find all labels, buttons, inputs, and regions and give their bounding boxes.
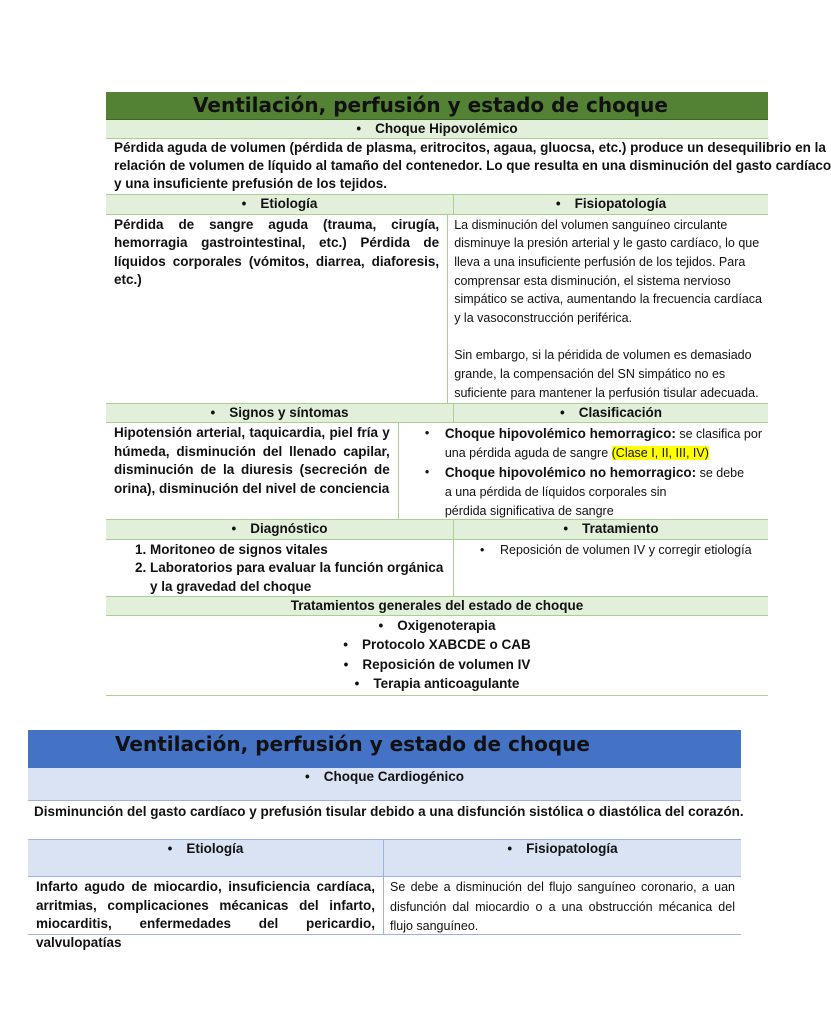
document-title-bar [106, 92, 768, 120]
fisiopatologia-text: Se debe a disminución del flujo sanguíneo coronario, a uan disfunción dal miocardio o a una obstrucción mécanica del flujo sanguíneo. [390, 880, 735, 933]
diagnostico-header-row [106, 520, 768, 540]
general-header: Tratamientos generales del estado de choque [106, 597, 768, 616]
etiologia-header: • Etiología [28, 840, 384, 876]
highlight-clase: (Clase I, II, III, IV) [611, 446, 709, 460]
general-list [106, 616, 768, 696]
signos-header-row [106, 404, 768, 424]
fisiopatologia-header: • Fisiopatología [454, 195, 768, 214]
general-item: • Oxigenoterapia [106, 616, 768, 636]
clasificacion-header: • Clasificación [454, 404, 768, 423]
document-title: Ventilación, perfusión y estado de choque [115, 732, 590, 756]
subtitle-row [28, 768, 741, 801]
definition-line: y una insuficiente prefusión de los tejidos. [114, 176, 388, 191]
signos-text: Hipotensión arterial, taquicardia, piel fría y húmeda, disminución del llenado capilar, disminución de la diuresis (secreción de orina), disminución del nivel de conciencia [106, 423, 399, 519]
general-item: • Terapia anticoagulante [106, 674, 768, 694]
definition-paragraph [106, 139, 831, 195]
clasificacion-list: • Choque hipovolémico hemorragico: se clasifica por una pérdida aguda de sangre (Clase I, II, III, IV) • Choque hipovolémico no hemorragico: se debe a una pérdida de líquidos corporales sin pérdida significativa de sangre [399, 423, 768, 519]
clasificacion-item: • Choque hipovolémico hemorragico: se clasifica por [445, 424, 762, 444]
tratamiento-header: • Tratamiento [454, 520, 768, 539]
etiologia-header: • Etiología [106, 195, 454, 214]
fisiopatologia-text: La disminución del volumen sanguíneo circulante disminuye la presión arterial y le gasto cardíaco, lo que lleva a una insuficiente perfusión de los tejidos. Para comprensar esta disminución, el sistema nervioso simpático se activa, aumentando la frecuencia cardíaca y la vasoconstrucción periférica. Sin embargo, si la péridida de volumen es demasiado grande, la compensación del SN simpático no es suficiente para mantener la perfusión tisular adecuada. [454, 217, 762, 400]
etiologia-text: Pérdida de sangre aguda (trauma, cirugía, hemorragia gastrointestinal, etc.) Pérdida de líquidos corporales (vómitos, diarrea, diaforesis, etc.) [106, 215, 448, 403]
subtitle: • Choque Cardiogénico [305, 769, 464, 784]
etiologia-header-row [106, 195, 768, 215]
document-title: Ventilación, perfusión y estado de choque [193, 93, 668, 117]
diagnostico-list [106, 540, 454, 596]
document-title-bar [28, 730, 741, 768]
subtitle: • Choque Hipovolémico [356, 121, 517, 136]
general-item: • Protocolo XABCDE o CAB [106, 635, 768, 655]
hipovolemico-document [106, 92, 831, 696]
etiologia-content-row [28, 877, 741, 950]
definition-line: Pérdida aguda de volumen (pérdida de plasma, eritrocitos, agaua, gluocsa, etc.) produce un desequilibrio en la [114, 140, 826, 155]
diagnostico-header: • Diagnóstico [106, 520, 454, 539]
definition-paragraph: Disminunción del gasto cardíaco y prefusión tisular debido a una disfunción sistólica o diastólica del corazón. [28, 801, 741, 840]
tratamiento-list [454, 540, 768, 596]
etiologia-text: Infarto agudo de miocardio, insuficiencia cardíaca, arritmias, complicaciones mécanicas del infarto, miocarditis, enfermedades del pericardio, valvulopatías [28, 877, 384, 934]
cardiogenico-document [28, 730, 744, 950]
fisiopatologia-header: • Fisiopatología [384, 840, 741, 876]
definition-line: relación de volumen de líquido al tamaño del contenedor. Lo que resulta en una disminución del gasto cardíaco [114, 158, 831, 173]
diagnostico-item: 2. Laboratorios para evaluar la función orgánica y la gravedad del choque [150, 559, 453, 596]
diagnostico-item: 1. Moritoneo de signos vitales [150, 541, 453, 560]
diagnostico-content-row [106, 540, 768, 597]
signos-content-row [106, 423, 768, 520]
tratamiento-item: • Reposición de volumen IV y corregir etiología [500, 541, 762, 560]
general-item: • Reposición de volumen IV [106, 655, 768, 675]
subtitle-row [106, 120, 768, 139]
etiologia-content-row [106, 215, 768, 404]
etiologia-header-row [28, 840, 741, 877]
clasificacion-item: • Choque hipovolémico no hemorragico: se debe [445, 463, 762, 483]
signos-header: • Signos y síntomas [106, 404, 454, 423]
